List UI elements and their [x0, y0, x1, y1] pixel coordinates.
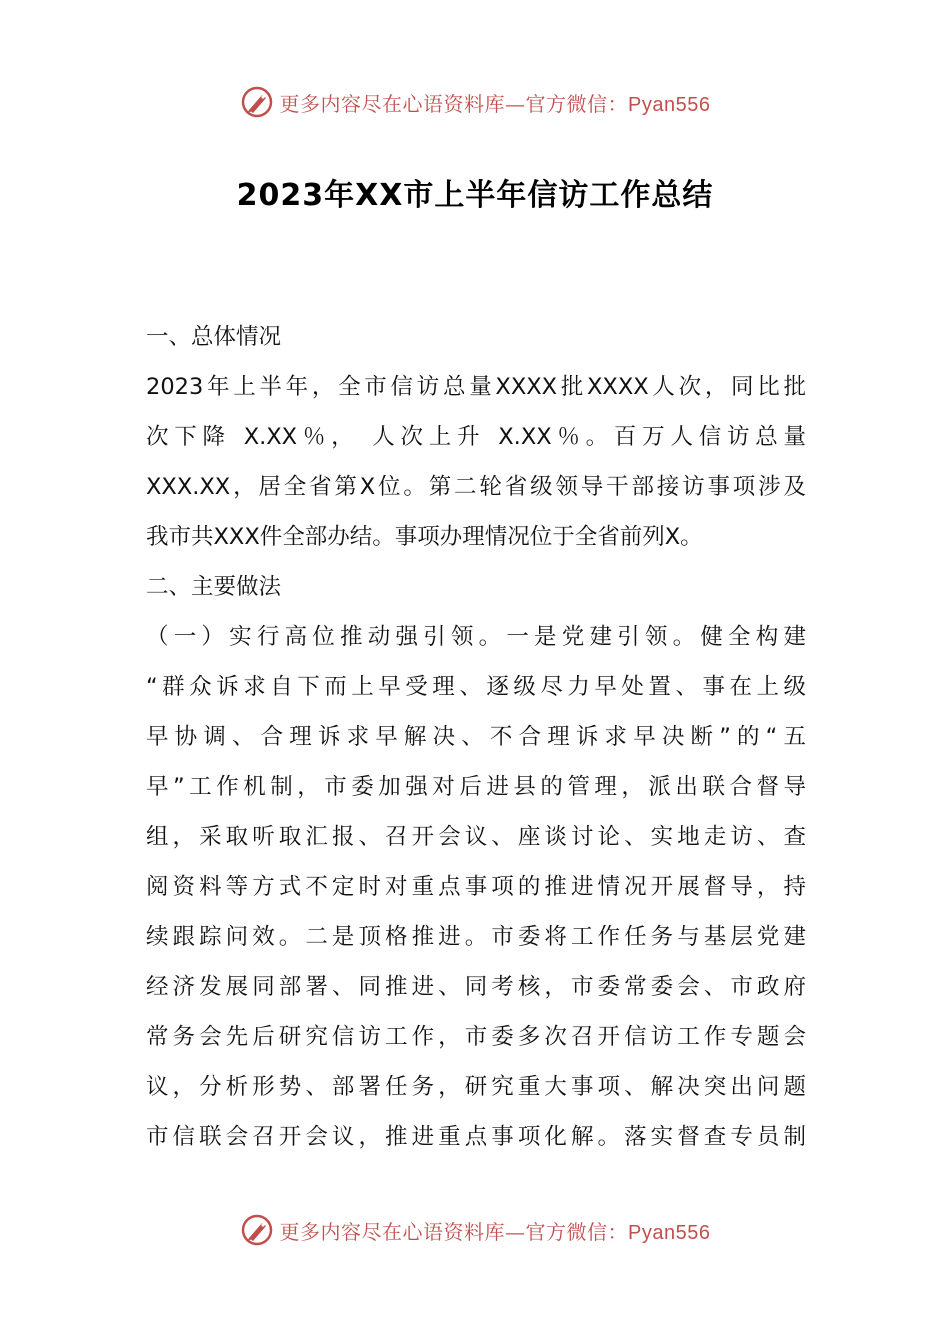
watermark-dash: — [505, 91, 526, 116]
body-line: 早协调、合理诉求早解决、不合理诉求早决断”的“五 [146, 724, 806, 750]
watermark-site: 更多内容尽在心语资料库 [279, 1219, 506, 1244]
watermark-text [280, 1216, 711, 1245]
body-line: 常务会先后研究信访工作，市委多次召开信访工作专题会 [146, 1024, 806, 1050]
body-line: 我市共XXX件全部办结。事项办理情况位于全省前列X。 [146, 524, 703, 550]
section-heading: 一、总体情况 [146, 324, 282, 350]
body-line: XXX.XX，居全省第X位。第二轮省级领导干部接访事项涉及 [146, 474, 806, 500]
document-title: 2023年XX市上半年信访工作总结 [236, 178, 714, 213]
body-line: 市信联会召开会议，推进重点事项化解。落实督查专员制 [146, 1124, 806, 1150]
body-line: 经济发展同部署、同推进、同考核，市委常委会、市政府 [146, 974, 806, 1000]
document-body [146, 312, 806, 1162]
watermark-banner-bottom [0, 1208, 950, 1252]
watermark-text [280, 88, 711, 117]
watermark-dash: — [505, 1219, 526, 1244]
pen-nib-logo-icon [240, 85, 274, 119]
body-line: 次下降 X.XX％， 人次上升 X.XX％。百万人信访总量 [146, 424, 806, 450]
watermark-account: Pyan556 [628, 93, 711, 116]
body-line: 续跟踪问效。二是顶格推进。市委将工作任务与基层党建 [146, 924, 806, 950]
body-line: 早”工作机制，市委加强对后进县的管理，派出联合督导 [146, 774, 806, 800]
body-line: 阅资料等方式不定时对重点事项的推进情况开展督导，持 [146, 874, 806, 900]
watermark-label: 官方微信： [525, 91, 629, 116]
body-line: “群众诉求自下而上早受理、逐级尽力早处置、事在上级 [146, 674, 806, 700]
watermark-label: 官方微信： [525, 1219, 629, 1244]
watermark-account: Pyan556 [628, 1221, 711, 1244]
watermark-site: 更多内容尽在心语资料库 [279, 91, 506, 116]
watermark-banner-top [0, 80, 950, 124]
body-line: 组，采取听取汇报、召开会议、座谈讨论、实地走访、查 [146, 824, 806, 850]
body-line: （一）实行高位推动强引领。一是党建引领。健全构建 [146, 624, 806, 650]
body-line: 议，分析形势、部署任务，研究重大事项、解决突出问题 [146, 1074, 806, 1100]
section-heading: 二、主要做法 [146, 574, 282, 600]
body-line: 2023年上半年，全市信访总量XXXX批XXXX人次，同比批 [146, 374, 806, 400]
pen-nib-logo-icon [240, 1213, 274, 1247]
